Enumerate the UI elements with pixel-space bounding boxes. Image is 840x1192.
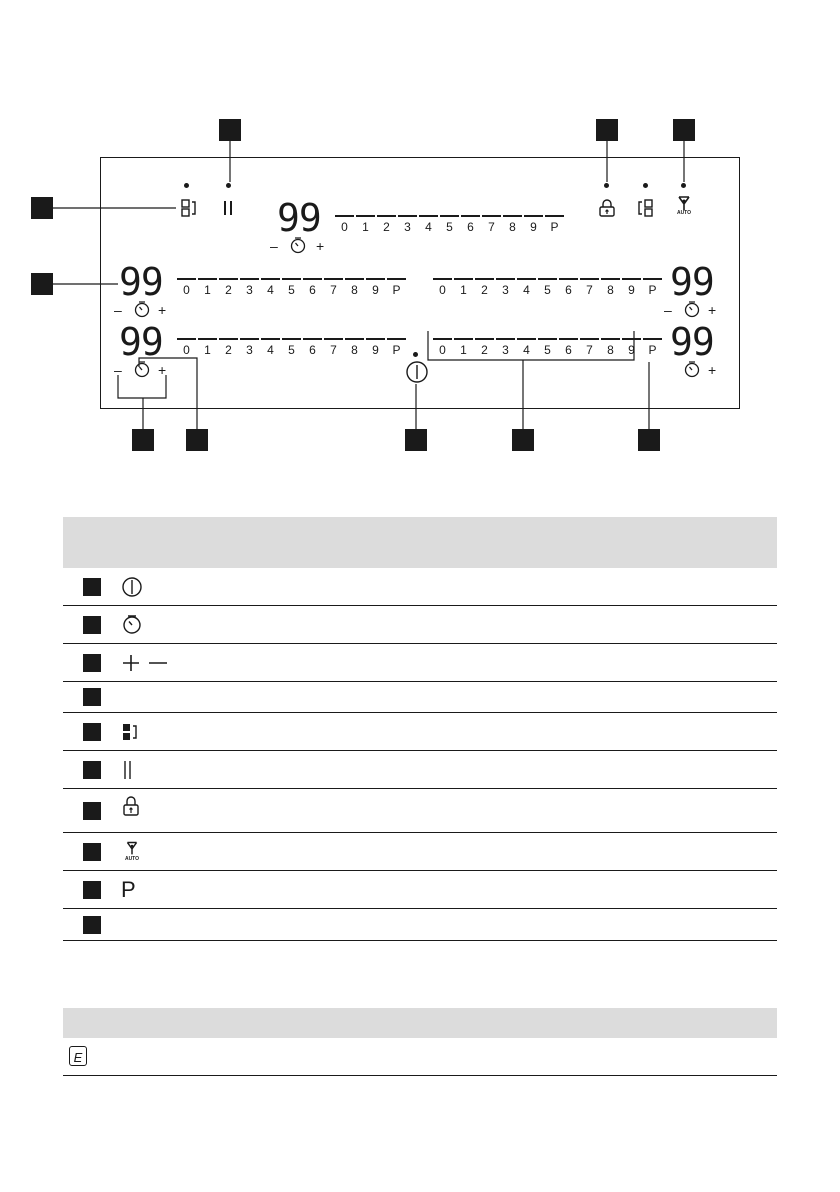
row-number-box <box>83 578 101 596</box>
pause-icon[interactable] <box>221 200 235 216</box>
row-number-box <box>83 802 101 820</box>
top-zone-display: 99 <box>277 196 321 240</box>
left-lower-power-slider[interactable]: 0 1 2 3 4 5 6 7 8 9 P <box>177 338 407 360</box>
right-lower-display: 99 <box>670 320 714 364</box>
auto-label: AUTO <box>676 210 692 216</box>
power-icon[interactable] <box>405 360 429 384</box>
table-row <box>63 751 777 789</box>
table-row <box>63 789 777 833</box>
left-upper-timer-minus[interactable]: – <box>114 302 122 318</box>
right-lower-timer-plus[interactable]: + <box>708 362 717 378</box>
table1-header <box>63 517 777 568</box>
top-timer-minus[interactable]: – <box>270 238 278 254</box>
led-bridge-right <box>643 183 648 188</box>
table-row <box>63 909 777 941</box>
bridge-icon <box>121 721 139 743</box>
power-icon <box>121 576 143 598</box>
pause-icon <box>121 759 135 781</box>
row-number-box <box>83 688 101 706</box>
plus-minus-icon <box>121 653 171 673</box>
led-pause <box>226 183 231 188</box>
hob2hood-auto-icon[interactable] <box>672 195 696 219</box>
row-number-box <box>83 843 101 861</box>
table-row <box>63 644 777 682</box>
table-row <box>63 713 777 751</box>
right-upper-power-slider[interactable]: 0 1 2 3 4 5 6 7 8 9 P <box>433 278 663 300</box>
top-timer-plus[interactable]: + <box>316 238 325 254</box>
led-power <box>413 352 418 357</box>
lock-icon <box>121 795 141 817</box>
table-row <box>63 682 777 713</box>
left-upper-power-slider[interactable]: 0 1 2 3 4 5 6 7 8 9 P <box>177 278 407 300</box>
error-e-icon <box>69 1046 87 1066</box>
error-symbol: E <box>73 1050 83 1065</box>
table2-header <box>63 1008 777 1038</box>
bridge-icon[interactable] <box>180 198 198 218</box>
right-upper-timer-minus[interactable]: – <box>664 302 672 318</box>
left-lower-timer-plus[interactable]: + <box>158 362 167 378</box>
led-bridge <box>184 183 189 188</box>
left-upper-display: 99 <box>119 260 163 304</box>
power-boost-icon: P <box>121 877 136 902</box>
row-number-box <box>83 881 101 899</box>
table-row <box>63 606 777 644</box>
timer-icon[interactable] <box>683 360 701 378</box>
timer-icon[interactable] <box>133 300 151 318</box>
right-upper-display: 99 <box>670 260 714 304</box>
table-row <box>63 833 777 871</box>
timer-icon[interactable] <box>289 236 307 254</box>
left-upper-timer-plus[interactable]: + <box>158 302 167 318</box>
lock-icon[interactable] <box>597 198 617 218</box>
left-lower-timer-minus[interactable]: – <box>114 362 122 378</box>
timer-icon[interactable] <box>133 360 151 378</box>
row-number-box <box>83 916 101 934</box>
row-number-box <box>83 616 101 634</box>
table-row <box>63 568 777 606</box>
right-lower-power-slider[interactable]: 0 1 2 3 4 5 6 7 8 9 P <box>433 338 663 360</box>
table-row <box>63 1038 777 1076</box>
table-row <box>63 871 777 909</box>
led-lock <box>604 183 609 188</box>
hob2hood-auto-icon <box>121 840 143 866</box>
timer-icon[interactable] <box>683 300 701 318</box>
row-number-box <box>83 723 101 741</box>
left-lower-display: 99 <box>119 320 163 364</box>
auto-label: AUTO <box>124 856 140 862</box>
bridge-right-icon[interactable] <box>636 198 654 218</box>
row-number-box <box>83 654 101 672</box>
right-upper-timer-plus[interactable]: + <box>708 302 717 318</box>
row-number-box <box>83 761 101 779</box>
led-hob2hood <box>681 183 686 188</box>
top-power-slider[interactable]: 0 1 2 3 4 5 6 7 8 9 P <box>335 215 565 237</box>
timer-icon <box>121 613 143 635</box>
